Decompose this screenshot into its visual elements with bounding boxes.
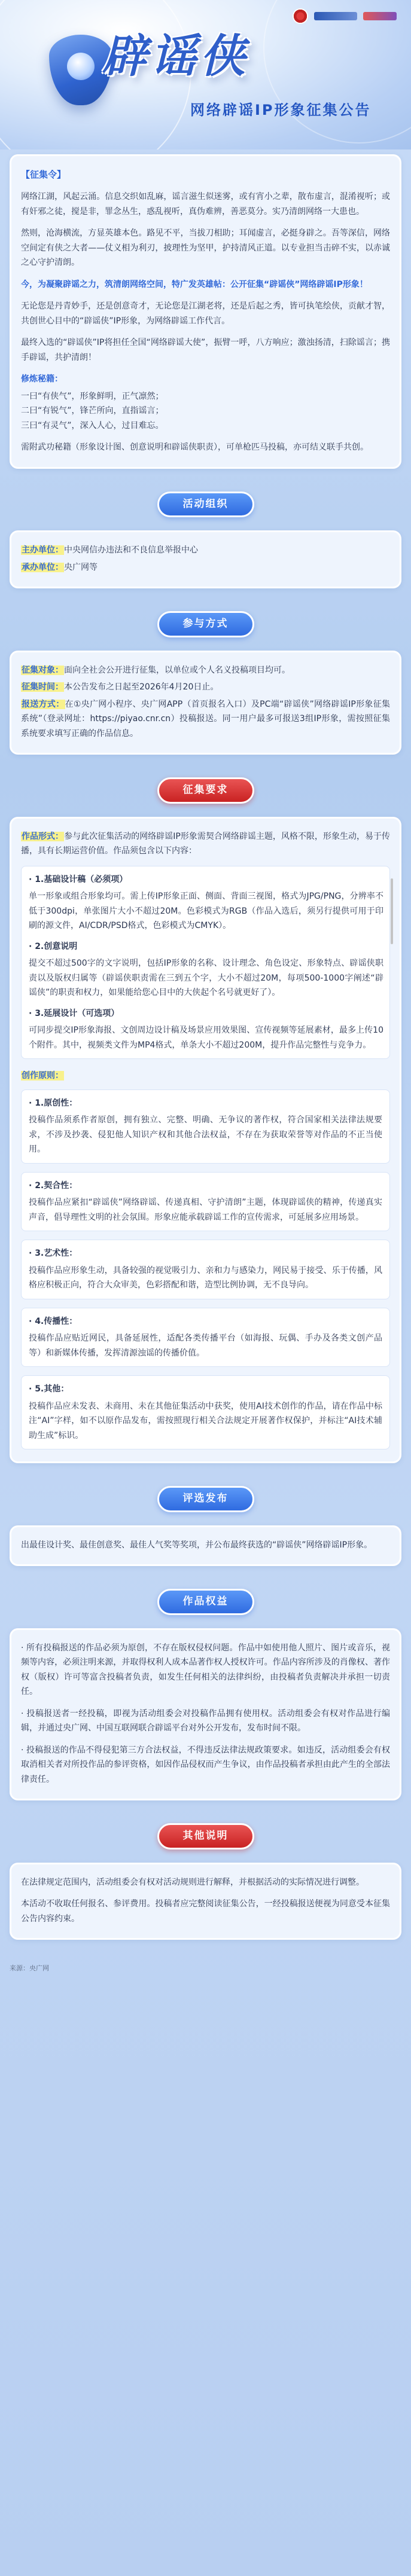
organizer-logo-icon <box>363 12 397 20</box>
principle-text: 投稿作品应未发表、未商用、未在其他征集活动中获奖，使用AI技术创作的作品，请在作品中标注“AI”字样，如不以原作品发布，需按照现行相关合法规定开展著作权保护，并标注“AI技术辅助生成”标识。 <box>29 1401 382 1440</box>
sponsor-label: 主办单位： <box>22 545 63 556</box>
intro-card <box>10 154 401 469</box>
principle-head: · 4.传播性： <box>29 1316 78 1326</box>
principle-text: 投稿作品应贴近网民，具备延展性，适配各类传播平台（如海报、玩偶、手办及各类文创产品等）和新媒体传播，发挥清源浊谣的传播价值。 <box>29 1333 382 1358</box>
principle-item <box>21 1308 390 1368</box>
rights-item: · 所有投稿报送的作品必须为原创，不存在版权侵权问题。作品中如使用他人照片、图片或音乐，视频等内容，必须注明来源，并取得权利人成本品著作权人授权许可。作品内容所涉及的肖像权、著作权（版权）许可等富含投稿者负责，如发生任何相关的法律纠纷，由投稿者负责解决并承担一切责任。 <box>21 1643 390 1697</box>
work-item-text: 单一形象或组合形象均可。需上传IP形象正面、侧面、背面三视图，格式为JPG/PNG，分辨率不低于300dpi，单张图片大小不超过20M。色彩模式为RGB（作品入选后，须另行提供可用于印刷的源文件，AI/CDR/PSD格式，色彩模式为CMYK）。 <box>29 892 383 931</box>
review-text: 出最佳设计奖、最佳创意奖、最佳人气奖等奖项，并公布最终获选的“辟谣侠”网络辟谣IP形象。 <box>21 1540 373 1550</box>
org-card <box>10 530 401 588</box>
section-pill: 征集要求 <box>157 777 254 804</box>
organizer-logos <box>293 8 397 24</box>
section-pill: 作品权益 <box>157 1589 254 1615</box>
scope-label: 征集对象： <box>22 665 63 675</box>
rule-line: 二曰“有锐气”，锋芒所向，直指谣言； <box>21 406 164 416</box>
organizer-logo-icon <box>293 8 308 24</box>
time-label: 征集时间： <box>22 682 63 692</box>
principle-head: · 1.原创性： <box>29 1098 78 1108</box>
sponsor-value: 中央网信办违法和不良信息举报中心 <box>64 545 198 556</box>
section-pill: 其他说明 <box>157 1823 254 1849</box>
rights-item: · 投稿报送者一经投稿，即视为活动组委会对投稿作品拥有使用权。活动组委会有权对作品进行编辑，并通过央广网、中国互联网联合辟谣平台对外公开发布，发布时间不限。 <box>21 1708 390 1733</box>
banner-subtitle: 网络辟谣IP形象征集公告 <box>190 102 372 118</box>
rights-card <box>10 1628 401 1801</box>
intro-paragraph: 无论您是丹青妙手，还是创意奇才，无论您是江湖老将，还是后起之秀，皆可执笔绘侠，贡献才智，共创世心目中的“辟谣侠”IP形象，为网络辟谣工作代言。 <box>21 301 390 326</box>
intro-paragraph: 然则，沧海横流，方显英雄本色。路见不平，当拔刀相助；耳闻虚言，必挺身辟之。吾等深信，网络空间定有侠之大者——仗义相为利刃，披理性为坚甲，护持清风正道。以专业担当击碎不实，以赤诚之心守护清朗。 <box>21 228 390 268</box>
principle-head: · 5.其他： <box>29 1384 69 1394</box>
intro-paragraph: 网络江湖，风起云涌。信息交织如乱麻，谣言滋生似迷雾，或有宵小之辈，散布虚言，混淆视听；或有奸邪之徒，搅是非，罪念丛生，惑乱视听，真伪难辨，善恶莫分。实乃清朗网络一大患也。 <box>21 192 390 216</box>
rules-title: 修炼秘籍： <box>21 374 63 384</box>
review-card <box>10 1525 401 1567</box>
principle-item <box>21 1172 390 1232</box>
undertaker-value: 央广网等 <box>64 562 98 572</box>
intro-callout: 今，为凝聚辟谣之力，筑清朗网络空间，特广发英雄帖：公开征集“辟谣侠”网络辟谣IP形象！ <box>21 279 368 289</box>
work-item-head: · 3.延展设计（可选项） <box>29 1008 120 1018</box>
method-card <box>10 651 401 755</box>
principle-head: · 2.契合性： <box>29 1180 78 1191</box>
principle-item <box>21 1089 390 1164</box>
principle-title <box>21 1069 390 1083</box>
org-sponsor <box>21 543 390 558</box>
principle-label: 创作原则： <box>22 1071 63 1081</box>
other-item: 本活动不收取任何报名、参评费用。投稿者应完整阅读征集公告，一经投稿报送便视为同意受本征集公告内容约束。 <box>21 1899 390 1924</box>
works-list-box[interactable] <box>21 866 390 1060</box>
req-card <box>10 817 401 1464</box>
scope-value: 面向全社会公开进行征集，以单位或个人名义投稿项目均可。 <box>64 665 290 675</box>
way-label: 报送方式： <box>22 699 65 709</box>
theme-value: 参与此次征集活动的网络辟谣IP形象需契合网络辟谣主题，风格不限，形象生动，易于传播，具有长期运营价值。作品须包含以下内容： <box>21 831 391 856</box>
req-theme <box>21 829 390 859</box>
rule-line: 三曰“有灵气”，深入人心，过目难忘。 <box>21 420 164 431</box>
work-item-head: · 2.创意说明 <box>29 941 78 951</box>
section-pill: 参与方式 <box>157 611 254 637</box>
method-time <box>21 680 390 695</box>
section-head-review <box>10 1486 401 1512</box>
section-head-rights <box>10 1589 401 1615</box>
method-way <box>21 697 390 741</box>
time-value: 本公告发布之日起至2026年4月20日止。 <box>64 682 219 692</box>
rule-line: 一曰“有侠气”，形象鲜明，正气凛然； <box>21 391 164 401</box>
rights-item: · 投稿报送的作品不得侵犯第三方合法权益，不得违反法律法规政策要求。如违反，活动组委会有权取消相关者对所投作品的参评资格，如因作品侵权而产生争议，由作品投稿者承担由此产生的全部法律责任。 <box>21 1745 390 1784</box>
method-scope <box>21 663 390 678</box>
undertaker-label: 承办单位： <box>22 562 63 572</box>
section-pill: 活动组织 <box>157 492 254 518</box>
intro-heading: 【征集令】 <box>21 169 66 180</box>
section-pill: 评选发布 <box>157 1486 254 1512</box>
section-head-req <box>10 777 401 804</box>
principle-item <box>21 1375 390 1449</box>
source-credit: 来源：央广网 <box>10 1964 49 1973</box>
theme-label: 作品形式： <box>22 831 64 841</box>
way-value: 在①央广网小程序、央广网APP（首页报名入口）及PC端“辟谣侠”网络辟谣IP形象征集系统”（登录网址：https://piyao.cnr.cn）投稿报送。同一用户最多可报送3组IP形象，需按照征集系统要求填写正确的作品信息。 <box>21 699 390 738</box>
section-head-method <box>10 611 401 637</box>
section-head-other <box>10 1823 401 1849</box>
principle-head: · 3.艺术性： <box>29 1249 78 1259</box>
work-item-head: · 1.基础设计稿（必须项） <box>29 874 128 884</box>
intro-paragraph: 需附武功秘籍（形象设计图、创意说明和辟谣侠职责），可单枪匹马投稿，亦可结义联手共创。 <box>21 442 369 453</box>
other-item: 在法律规定范围内，活动组委会有权对活动规则进行解释，并根据活动的实际情况进行调整。 <box>21 1877 364 1887</box>
other-card <box>10 1863 401 1940</box>
organizer-logo-icon <box>314 12 357 20</box>
principle-item <box>21 1240 390 1299</box>
header-banner <box>0 0 411 149</box>
org-undertaker <box>21 560 390 575</box>
principle-text: 投稿作品应紧扣“辟谣侠”网络辟谣、传递真相、守护清朗”主题，体现辟谣侠的精神，传递真实声音，倡导理性文明的社会氛围。形象应能承载辟谣工作的宣传需求，可延展多应用场景。 <box>29 1198 382 1222</box>
principle-text: 投稿作品应形象生动，具备较强的视觉吸引力、亲和力与感染力，网民易于接受、乐于传播，风格应积极正向，符合大众审美，色彩搭配和谐，造型比例协调，无不良导向。 <box>29 1265 382 1290</box>
intro-paragraph: 最终入选的“辟谣侠”IP将担任全国“网络辟谣大使”，振臂一呼，八方响应；激浊扬清，扫除谣言；携手辟谣，共护清朗！ <box>21 338 390 362</box>
work-item-text: 可同步提交IP形象海报、文创周边设计稿及场景应用效果图、宣传视频等延展素材，最多上传10个附件。其中，视频类文件为MP4格式，单条大小不超过200M，提升作品完整性与竞争力。 <box>29 1025 383 1050</box>
section-head-org <box>10 492 401 518</box>
work-item-text: 提交不超过500字的文字说明，包括IP形象的名称、设计理念、角色设定、形象特点、辟谣侠职责以及版权归属等（辟谣侠职责需在三到五个字，大小不超过20M，每项500-1000字阐述“辟谣侠”的职责和权力，如果能给您心目中的大侠起个名号就更好了）。 <box>29 959 383 998</box>
principle-text: 投稿作品须系作者原创，拥有独立、完整、明确、无争议的著作权，符合国家相关法律法规要求，不涉及抄袭、侵犯他人知识产权和其他合法权益，不存在为获取荣誉等对作品的不正当使用。 <box>29 1115 382 1155</box>
banner-title: 辟谣侠 <box>102 29 249 83</box>
